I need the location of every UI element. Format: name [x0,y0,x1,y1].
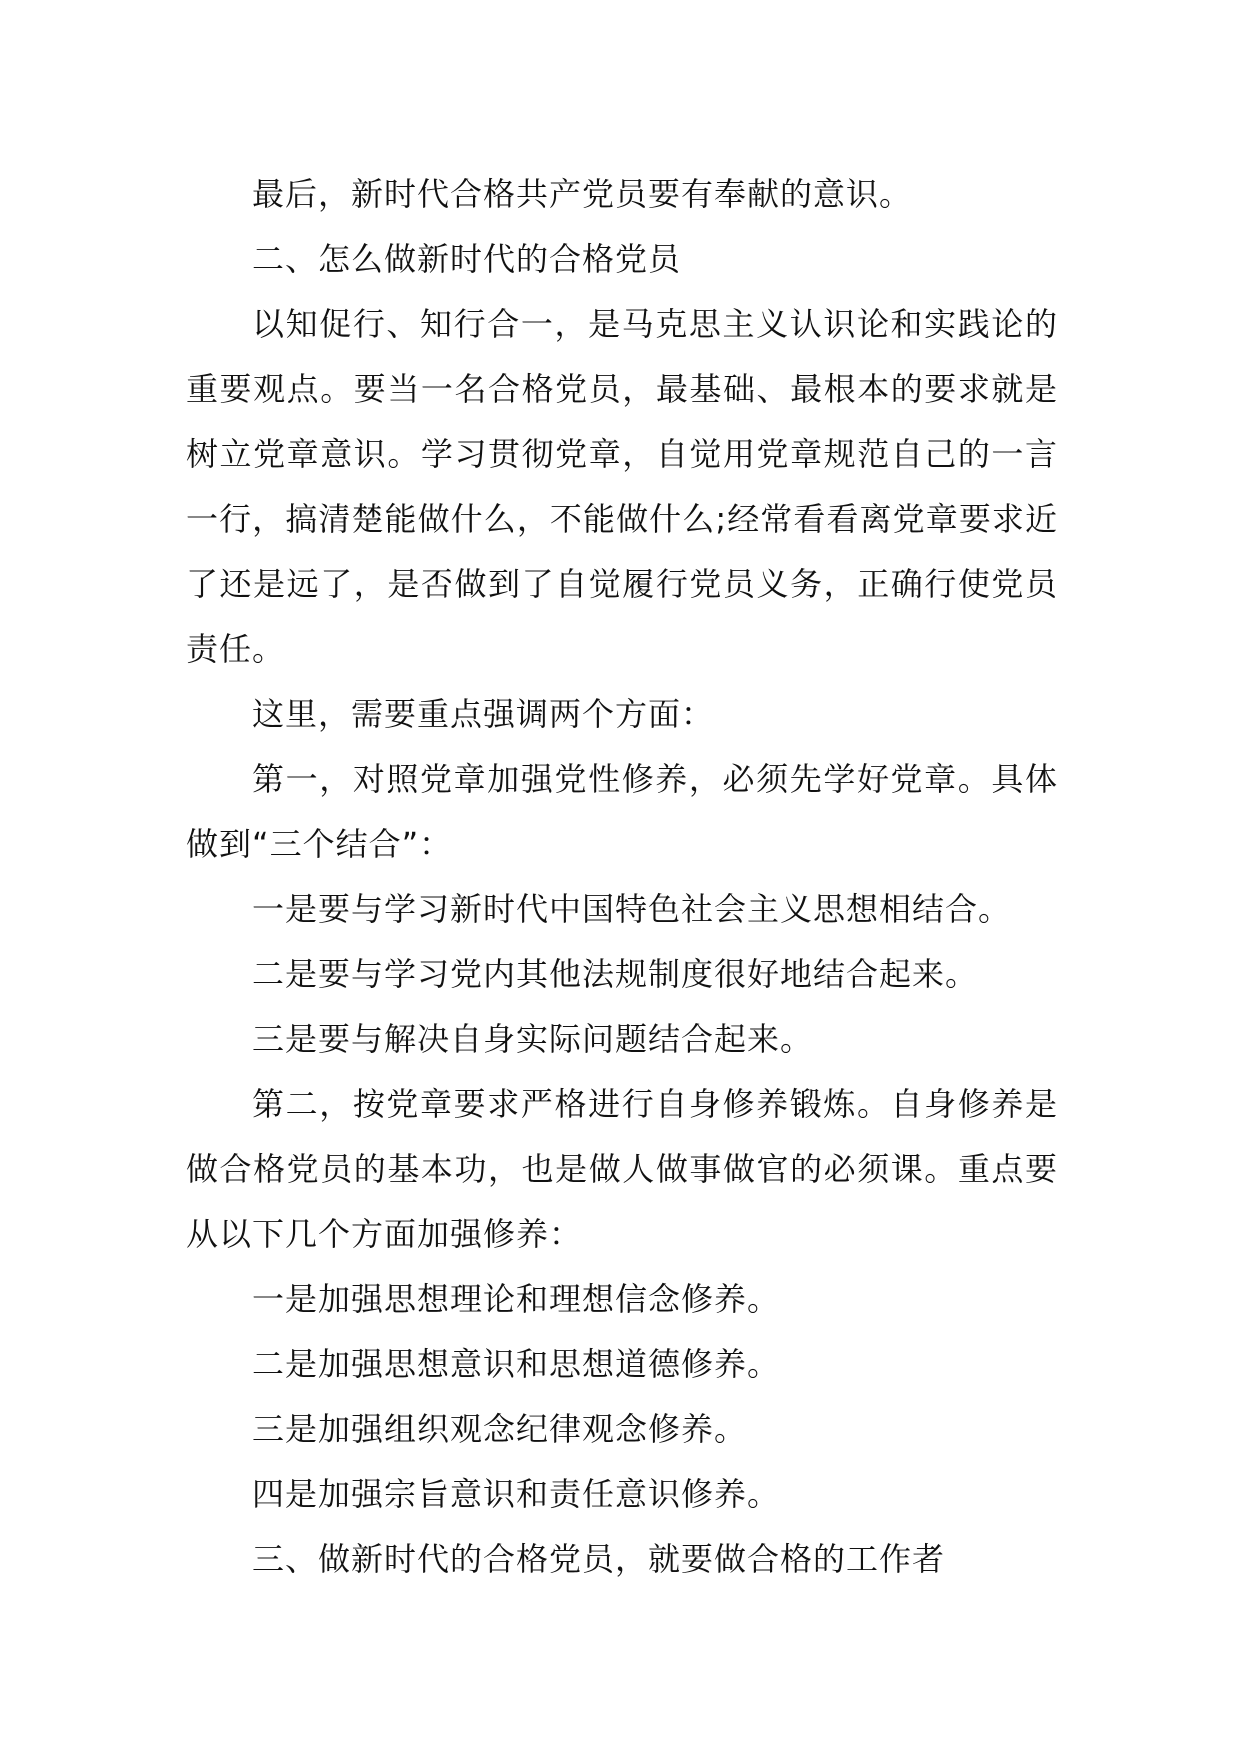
paragraph: 第一，对照党章加强党性修养，必须先学好党章。具体做到“三个结合”： [186,760,1058,863]
list-item: 二是要与学习党内其他法规制度很好地结合起来。 [252,955,979,993]
document-body [186,162,1058,1592]
section-heading: 三、做新时代的合格党员，就要做合格的工作者 [252,1540,946,1578]
list-item: 一是加强思想理论和理想信念修养。 [252,1280,781,1318]
list-item: 三是加强组织观念纪律观念修养。 [252,1410,748,1448]
list-item: 一是要与学习新时代中国特色社会主义思想相结合。 [252,890,1012,928]
list-item: 二是加强思想意识和思想道德修养。 [252,1345,781,1383]
section-heading: 二、怎么做新时代的合格党员 [252,240,682,278]
paragraph: 这里，需要重点强调两个方面： [252,695,715,733]
paragraph: 最后，新时代合格共产党员要有奉献的意识。 [252,175,913,213]
paragraph: 第二，按党章要求严格进行自身修养锻炼。自身修养是做合格党员的基本功，也是做人做事做官的必须课。重点要从以下几个方面加强修养： [186,1085,1058,1253]
list-item: 三是要与解决自身实际问题结合起来。 [252,1020,814,1058]
list-item: 四是加强宗旨意识和责任意识修养。 [252,1475,781,1513]
paragraph: 以知促行、知行合一，是马克思主义认识论和实践论的重要观点。要当一名合格党员，最基础、最根本的要求就是树立党章意识。学习贯彻党章，自觉用党章规范自己的一言一行，搞清楚能做什么，不能做什么;经常看看离党章要求近了还是远了，是否做到了自觉履行党员义务，正确行使党员责任。 [186,305,1058,668]
